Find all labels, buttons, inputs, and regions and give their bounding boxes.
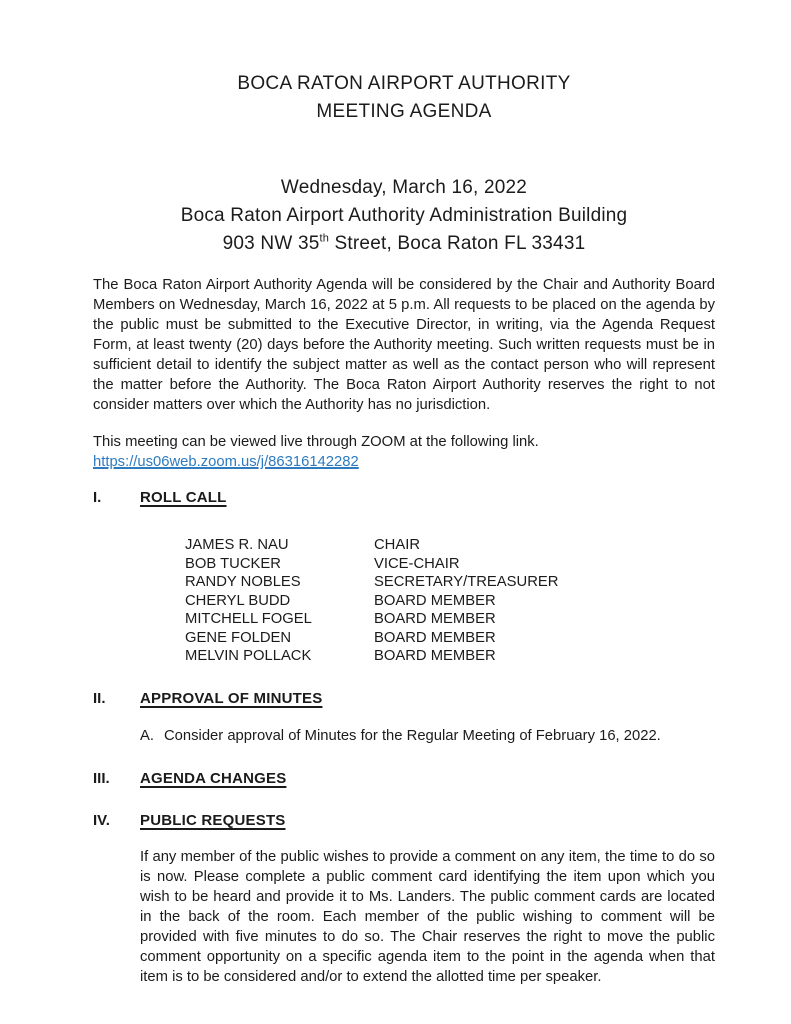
zoom-meeting-link[interactable]: https://us06web.zoom.us/j/86316142282: [93, 454, 359, 470]
section-numeral: I.: [93, 489, 102, 506]
member-title: BOARD MEMBER: [374, 611, 496, 627]
meeting-address: [93, 230, 715, 258]
roll-call-row: [185, 536, 715, 555]
document-title-line-2: MEETING AGENDA: [316, 101, 492, 122]
roll-call-row: [185, 555, 715, 574]
member-name: RANDY NOBLES: [185, 574, 301, 590]
public-requests-paragraph: If any member of the public wishes to provide a comment on any item, the time to do so is now. Please complete a public comment card identifying the item upon which you wish to be heard and provide it to Ms. Landers. The public comment cards are located in the back of the room. Each member of the public wishing to comment will be provided with five minutes to do so. The Chair reserves the right to move the public comment opportunity on a specific agenda item to the point in the agenda when that item is to be considered and/or to extend the allotted time per speaker.: [140, 848, 715, 985]
section-numeral: II.: [93, 689, 106, 707]
agenda-item-a: [140, 726, 715, 746]
roll-call-row: [185, 610, 715, 629]
agenda-item-label: A.: [140, 727, 154, 744]
meeting-details-block: [93, 174, 715, 258]
section-numeral: III.: [93, 769, 110, 787]
roll-call-row: [185, 592, 715, 611]
member-name: JAMES R. NAU: [185, 537, 289, 553]
member-name: CHERYL BUDD: [185, 592, 291, 609]
roll-call-row: [185, 647, 715, 666]
section-heading-text: APPROVAL OF MINUTES: [140, 689, 323, 707]
document-title-line-1: BOCA RATON AIRPORT AUTHORITY: [237, 73, 571, 94]
section-heading-approval-of-minutes: [93, 689, 715, 708]
member-title: CHAIR: [374, 537, 421, 553]
member-name: GENE FOLDEN: [185, 629, 292, 646]
intro-paragraph: The Boca Raton Airport Authority Agenda will be considered by the Chair and Authority Board Members on Wednesday, March 16, 2022 at 5 p.m. All requests to be placed on the agenda by the public must be submitted to the Executive Director, in writing, via the Agenda Request Form, at least twenty (20) days before the Authority meeting. Such written requests must be in sufficient detail to identify the subject matter as well as the contact person who will represent the matter before the Authority. The Boca Raton Airport Authority reserves the right to not consider matters over which the Authority has no jurisdiction.: [93, 277, 715, 413]
agenda-item-text: Consider approval of Minutes for the Regular Meeting of February 16, 2022.: [164, 727, 661, 744]
section-heading-text: AGENDA CHANGES: [140, 769, 287, 787]
member-name: BOB TUCKER: [185, 555, 281, 572]
roll-call-row: [185, 573, 715, 592]
document-header: [93, 70, 715, 126]
roll-call-row: [185, 629, 715, 648]
section-heading-text: ROLL CALL: [140, 489, 227, 506]
section-heading-public-requests: [93, 811, 715, 830]
member-title: BOARD MEMBER: [374, 629, 496, 646]
section-heading-roll-call: [93, 488, 715, 507]
member-title: SECRETARY/TREASURER: [374, 574, 559, 590]
member-title: BOARD MEMBER: [374, 648, 496, 664]
section-heading-agenda-changes: [93, 769, 715, 788]
zoom-viewing-notice: This meeting can be viewed live through ZOOM at the following link.: [93, 434, 539, 450]
roll-call-list: [185, 536, 715, 666]
meeting-address-ordinal: th: [319, 232, 330, 245]
member-title: VICE-CHAIR: [374, 555, 460, 572]
member-name: MITCHELL FOGEL: [185, 611, 312, 627]
member-name: MELVIN POLLACK: [185, 648, 312, 664]
member-title: BOARD MEMBER: [374, 592, 496, 609]
meeting-location: Boca Raton Airport Authority Administration Building: [180, 205, 628, 226]
meeting-address-prefix: 903 NW 35: [222, 233, 320, 254]
meeting-address-suffix: Street, Boca Raton FL 33431: [329, 233, 586, 254]
section-numeral: IV.: [93, 811, 110, 829]
section-heading-text: PUBLIC REQUESTS: [140, 811, 286, 829]
meeting-date: Wednesday, March 16, 2022: [280, 177, 528, 198]
